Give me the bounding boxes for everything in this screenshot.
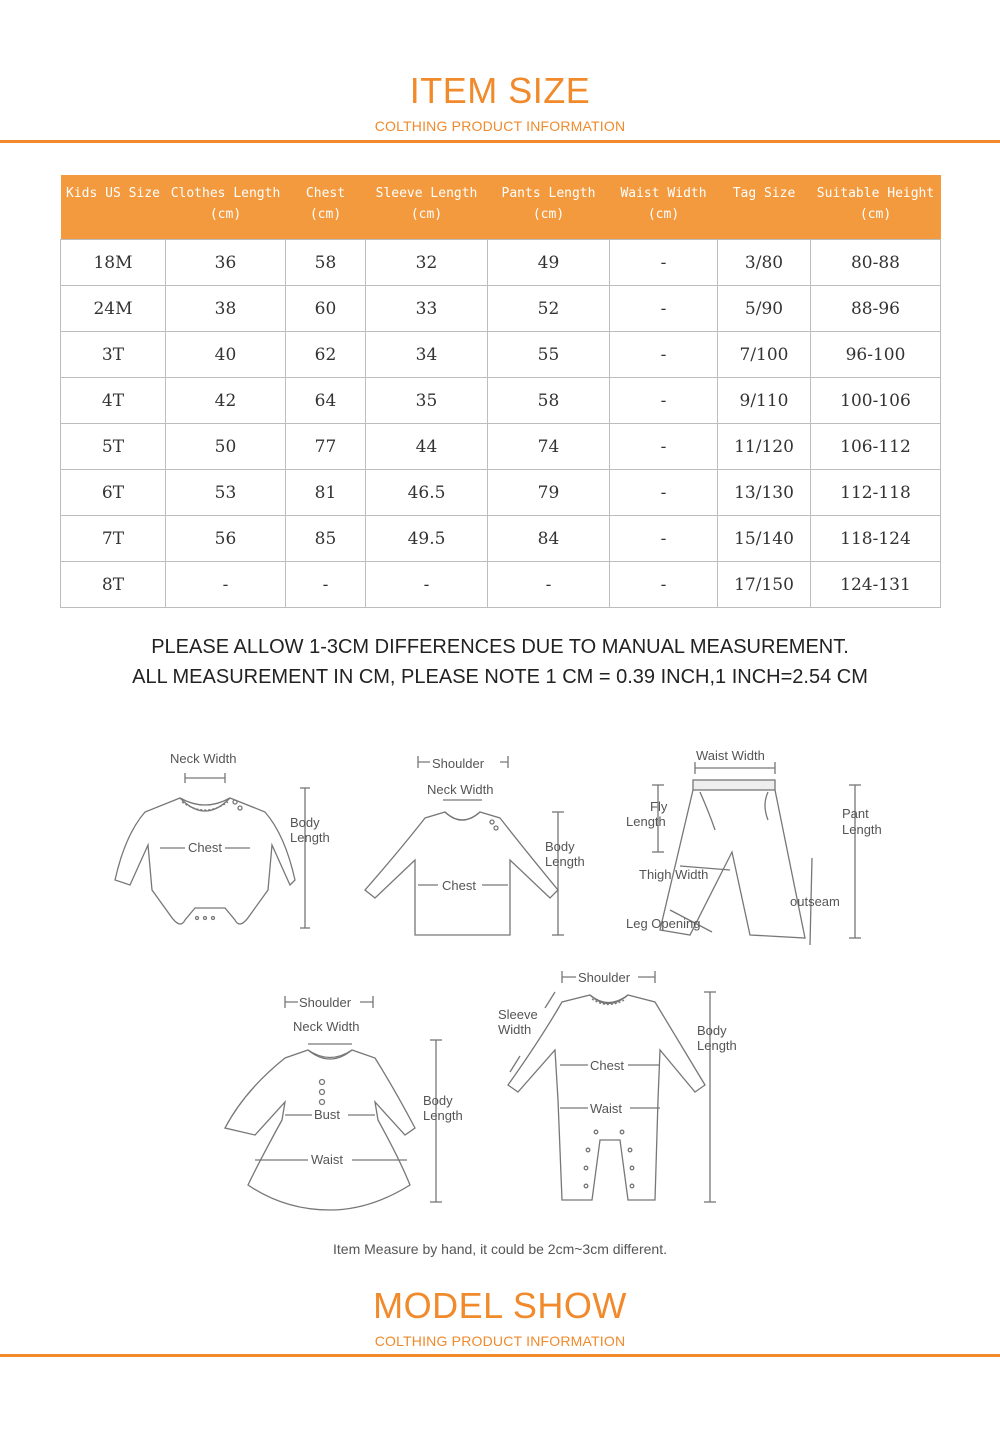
model-show-title: MODEL SHOW — [373, 1285, 627, 1326]
table-cell: 32 — [366, 240, 488, 286]
table-cell: - — [610, 562, 718, 608]
table-cell: 18M — [61, 240, 166, 286]
table-cell: 15/140 — [718, 516, 811, 562]
table-cell: 118-124 — [811, 516, 941, 562]
table-cell: 77 — [286, 424, 366, 470]
pants-fly-label: Fly — [650, 799, 668, 814]
table-cell: 49 — [488, 240, 610, 286]
measure-footnote: Item Measure by hand, it could be 2cm~3cm different. — [333, 1241, 667, 1257]
pants-leg-opening-label: Leg Opening — [626, 916, 701, 931]
table-cell: 38 — [166, 286, 286, 332]
tshirt-neck-width-label: Neck Width — [427, 782, 494, 797]
table-cell: - — [286, 562, 366, 608]
header-line-2: (cm) — [410, 207, 443, 222]
table-cell: 56 — [166, 516, 286, 562]
table-cell: 4T — [61, 378, 166, 424]
romper-illustration — [498, 970, 737, 1202]
table-cell: 64 — [286, 378, 366, 424]
table-cell: 42 — [166, 378, 286, 424]
table-cell: 55 — [488, 332, 610, 378]
table-cell: 36 — [166, 240, 286, 286]
bodysuit-length-label: Length — [290, 830, 330, 845]
table-row — [61, 378, 941, 424]
table-cell: - — [610, 240, 718, 286]
table-header-cell — [61, 175, 166, 240]
table-header-row — [61, 175, 941, 240]
table-cell: 9/110 — [718, 378, 811, 424]
model-show-divider — [0, 1354, 1000, 1357]
table-cell: 35 — [366, 378, 488, 424]
table-header-cell — [610, 175, 718, 240]
bodysuit-chest-label: Chest — [188, 840, 222, 855]
dress-waist-label: Waist — [311, 1152, 344, 1167]
table-cell: 62 — [286, 332, 366, 378]
pants-fly-length-label: Length — [626, 814, 666, 829]
table-header-cell — [366, 175, 488, 240]
table-cell: 106-112 — [811, 424, 941, 470]
romper-width-label: Width — [498, 1022, 532, 1037]
table-cell: - — [366, 562, 488, 608]
header-line-1: Tag Size — [732, 186, 796, 201]
table-cell: 50 — [166, 424, 286, 470]
table-cell: 11/120 — [718, 424, 811, 470]
header-line-1: Clothes Length — [170, 186, 281, 201]
table-cell: 34 — [366, 332, 488, 378]
header-line-1: Chest — [305, 186, 346, 201]
romper-chest-label: Chest — [590, 1058, 624, 1073]
table-row — [61, 286, 941, 332]
header-line-2: (cm) — [647, 207, 680, 222]
table-header-cell — [166, 175, 286, 240]
item-size-title: ITEM SIZE — [409, 70, 591, 111]
dress-neck-width-label: Neck Width — [293, 1019, 360, 1034]
table-cell: 112-118 — [811, 470, 941, 516]
dress-shoulder-label: Shoulder — [299, 995, 352, 1010]
item-size-divider — [0, 140, 1000, 143]
table-cell: 96-100 — [811, 332, 941, 378]
measurement-diagram — [100, 740, 920, 1220]
table-cell: 24M — [61, 286, 166, 332]
table-cell: - — [166, 562, 286, 608]
tshirt-chest-label: Chest — [442, 878, 476, 893]
header-line-2: (cm) — [532, 207, 565, 222]
table-row — [61, 562, 941, 608]
romper-length-label: Length — [697, 1038, 737, 1053]
bodysuit-neck-width-label: Neck Width — [170, 751, 237, 766]
romper-shoulder-label: Shoulder — [578, 970, 631, 985]
table-cell: 5T — [61, 424, 166, 470]
pants-pant-length-label: Length — [842, 822, 882, 837]
dress-length-label: Length — [423, 1108, 463, 1123]
table-cell: - — [610, 470, 718, 516]
table-row — [61, 470, 941, 516]
table-cell: - — [488, 562, 610, 608]
table-cell: 13/130 — [718, 470, 811, 516]
table-cell: 49.5 — [366, 516, 488, 562]
header-line-1: Sleeve Length — [375, 186, 478, 201]
header-line-2: (cm) — [859, 207, 892, 222]
table-row — [61, 516, 941, 562]
table-cell: - — [610, 378, 718, 424]
table-cell: - — [610, 424, 718, 470]
table-header-cell — [488, 175, 610, 240]
pants-pant-label: Pant — [842, 806, 869, 821]
tshirt-shoulder-label: Shoulder — [432, 756, 485, 771]
table-cell: 7T — [61, 516, 166, 562]
table-cell: 33 — [366, 286, 488, 332]
table-cell: 85 — [286, 516, 366, 562]
table-body — [61, 240, 941, 608]
romper-waist-label: Waist — [590, 1101, 623, 1116]
table-row — [61, 240, 941, 286]
header-line-1: Pants Length — [501, 186, 596, 201]
tshirt-body-label: Body — [545, 839, 575, 854]
table-cell: 74 — [488, 424, 610, 470]
header-line-1: Suitable Height — [816, 186, 935, 201]
table-row — [61, 424, 941, 470]
item-size-subtitle: COLTHING PRODUCT INFORMATION — [374, 118, 626, 134]
table-cell: - — [610, 286, 718, 332]
table-cell: 3T — [61, 332, 166, 378]
table-cell: 3/80 — [718, 240, 811, 286]
table-cell: 6T — [61, 470, 166, 516]
table-cell: - — [610, 516, 718, 562]
table-row — [61, 332, 941, 378]
dress-bust-label: Bust — [314, 1107, 341, 1122]
pants-waist-width-label: Waist Width — [696, 748, 765, 763]
pants-illustration — [626, 748, 882, 945]
table-cell: 53 — [166, 470, 286, 516]
model-show-subtitle: COLTHING PRODUCT INFORMATION — [374, 1333, 626, 1349]
table-cell: 80-88 — [811, 240, 941, 286]
dress-illustration — [225, 995, 463, 1210]
table-cell: 40 — [166, 332, 286, 378]
table-cell: 58 — [488, 378, 610, 424]
tshirt-illustration — [365, 756, 585, 935]
table-cell: 8T — [61, 562, 166, 608]
table-cell: 79 — [488, 470, 610, 516]
table-cell: 5/90 — [718, 286, 811, 332]
table-header-cell — [811, 175, 941, 240]
pants-thigh-width-label: Thigh Width — [639, 867, 709, 882]
table-header-cell — [286, 175, 366, 240]
tshirt-length-label: Length — [545, 854, 585, 869]
pants-outseam-label: outseam — [790, 894, 840, 909]
table-cell: 46.5 — [366, 470, 488, 516]
note-line-2: ALL MEASUREMENT IN CM, PLEASE NOTE 1 CM = 0.39 INCH,1 INCH=2.54 CM — [132, 666, 868, 688]
table-cell: 81 — [286, 470, 366, 516]
table-cell: 17/150 — [718, 562, 811, 608]
table-cell: 124-131 — [811, 562, 941, 608]
table-cell: 60 — [286, 286, 366, 332]
table-cell: 58 — [286, 240, 366, 286]
size-table — [60, 175, 941, 608]
romper-sleeve-label: Sleeve — [498, 1007, 538, 1022]
table-cell: 100-106 — [811, 378, 941, 424]
dress-body-label: Body — [423, 1093, 453, 1108]
table-header-cell — [718, 175, 811, 240]
bodysuit-body-label: Body — [290, 815, 320, 830]
table-cell: 7/100 — [718, 332, 811, 378]
romper-body-label: Body — [697, 1023, 727, 1038]
table-cell: - — [610, 332, 718, 378]
header-line-2: (cm) — [209, 207, 242, 222]
table-cell: 88-96 — [811, 286, 941, 332]
header-line-2: (cm) — [309, 207, 342, 222]
table-cell: 52 — [488, 286, 610, 332]
note-line-1: PLEASE ALLOW 1-3CM DIFFERENCES DUE TO MANUAL MEASUREMENT. — [151, 636, 849, 658]
table-cell: 44 — [366, 424, 488, 470]
table-cell: 84 — [488, 516, 610, 562]
header-line-1: Kids US Size — [66, 186, 160, 201]
bodysuit-illustration — [115, 751, 330, 928]
header-line-1: Waist Width — [620, 186, 707, 201]
